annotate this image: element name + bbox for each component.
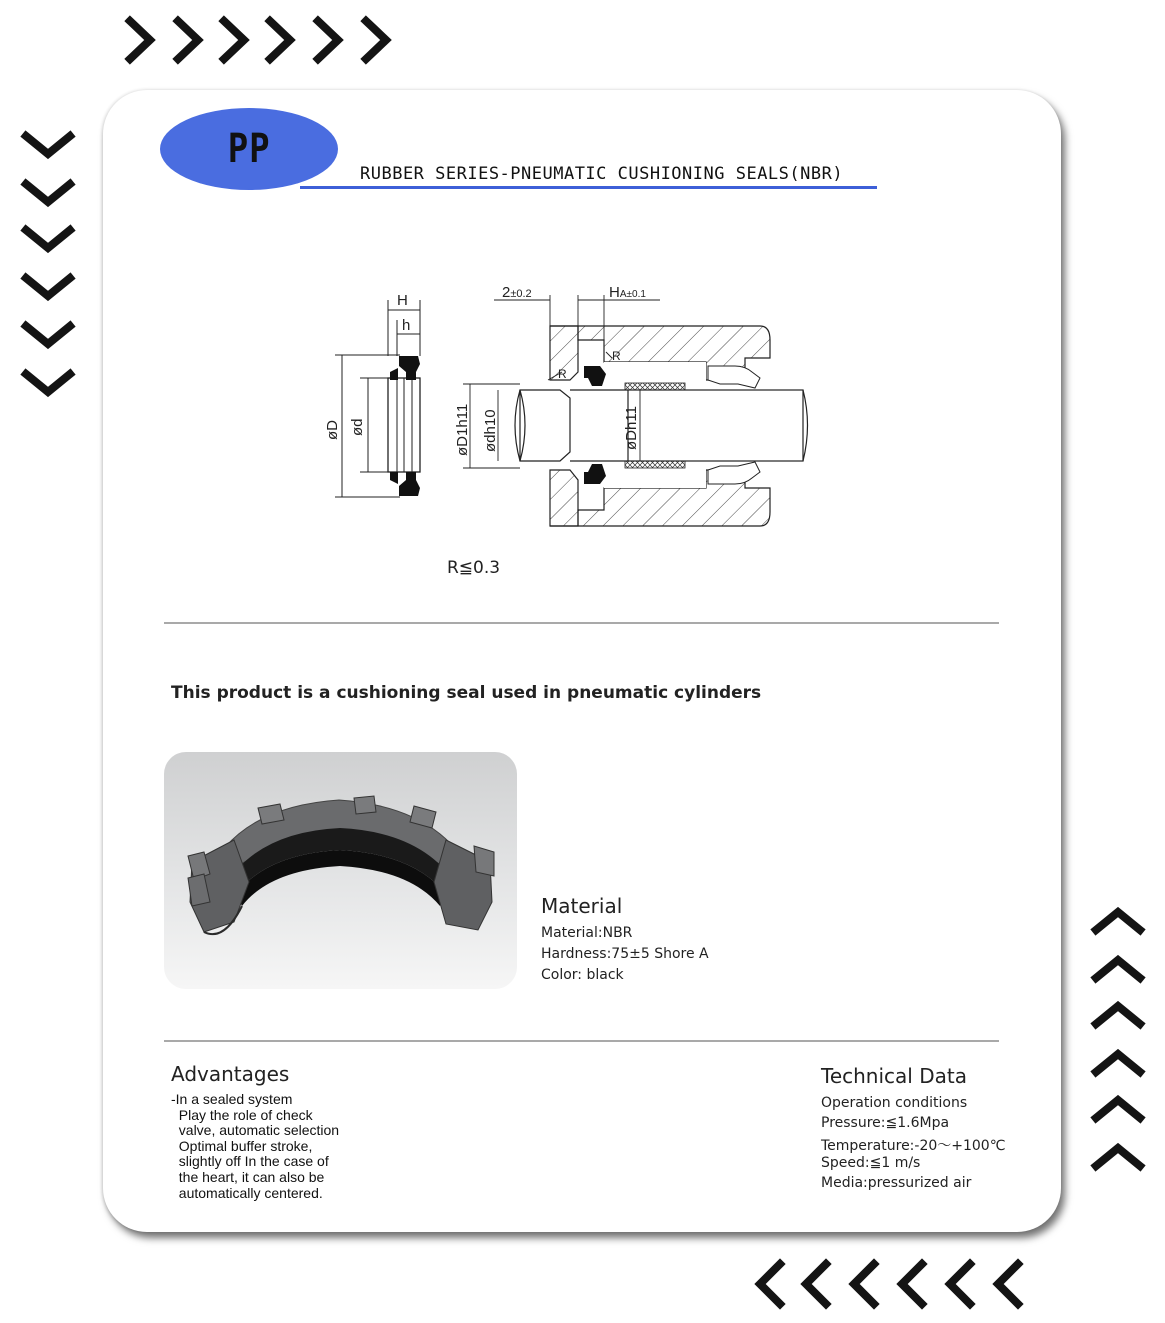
chevron-left-icon: [950, 1264, 970, 1304]
chevron-down-icon: [26, 230, 70, 248]
chevron-left-icon: [854, 1264, 874, 1304]
chevron-left-icon: [902, 1264, 922, 1304]
chevron-down-icon: [26, 136, 70, 154]
divider: [164, 1040, 999, 1042]
radius-note: R≦0.3: [447, 558, 501, 578]
title-underline: [300, 186, 877, 189]
seal-technical-drawing: [300, 270, 820, 544]
advantages-text: -In a sealed system Play the role of check valve, automatic selection Optimal buffer stroke, slightly off In the case of the heart, it can also be automatically centered.: [171, 1091, 340, 1201]
chevron-right-icon: [318, 21, 338, 59]
dim-D-label: øD: [324, 420, 341, 440]
chevron-left-icon: [806, 1264, 826, 1304]
dim-HA-value: HA±0.1: [609, 284, 646, 301]
technical-line: Operation conditions: [821, 1095, 968, 1111]
chevron-up-column: [1090, 904, 1146, 1176]
chevron-up-icon: [1096, 912, 1140, 930]
chevron-right-icon: [366, 21, 386, 59]
chevron-left-icon: [760, 1264, 780, 1304]
divider: [164, 622, 999, 624]
chevron-right-icon: [178, 21, 198, 59]
chevron-right-icon: [224, 21, 244, 59]
dim-h-label: h: [402, 317, 411, 334]
dim-Dh-label: øDh11: [623, 406, 640, 450]
installation-view: [454, 284, 808, 526]
dim-dh-label: ødh10: [482, 409, 499, 452]
technical-line: Media:pressurized air: [821, 1175, 972, 1191]
chevron-down-icon: [26, 374, 70, 392]
chevron-right-icon: [270, 21, 290, 59]
chevron-up-icon: [1096, 1054, 1140, 1072]
chevron-up-icon: [1096, 1148, 1140, 1166]
chevron-down-icon: [26, 184, 70, 202]
chevron-down-icon: [26, 326, 70, 344]
radius-label: R: [612, 349, 621, 363]
chevron-right-icon: [130, 21, 150, 59]
dim-D1-label: øD1h11: [454, 403, 471, 456]
technical-line: Speed:≦1 m/s: [821, 1155, 921, 1171]
chevron-down-column: [20, 130, 76, 406]
material-line: Hardness:75±5 Shore A: [541, 946, 709, 962]
advantages-heading: Advantages: [171, 1062, 290, 1086]
technical-line: Pressure:≦1.6Mpa: [821, 1115, 950, 1131]
content-card: [103, 90, 1061, 1232]
series-code: PP: [227, 126, 271, 172]
chevron-up-icon: [1096, 1006, 1140, 1024]
dim-gap-value: 2±0.2: [502, 284, 532, 301]
chevron-right-row: [124, 15, 396, 65]
material-line: Material:NBR: [541, 925, 633, 941]
chevron-up-icon: [1096, 1100, 1140, 1118]
product-description: This product is a cushioning seal used in pneumatic cylinders: [171, 683, 762, 703]
technical-data-heading: Technical Data: [821, 1064, 967, 1088]
series-badge: [160, 108, 338, 190]
chevron-up-icon: [1096, 960, 1140, 978]
dim-d-label: ød: [349, 418, 366, 436]
page-title: RUBBER SERIES-PNEUMATIC CUSHIONING SEALS(NBR): [360, 164, 844, 184]
chevron-down-icon: [26, 278, 70, 296]
chevron-left-icon: [998, 1264, 1018, 1304]
dim-H-label: H: [397, 292, 408, 309]
material-heading: Material: [541, 894, 623, 918]
material-line: Color: black: [541, 967, 624, 983]
product-image: [164, 752, 517, 989]
chevron-left-row: [752, 1258, 1028, 1310]
technical-line: Temperature:-20～+100℃: [821, 1138, 1006, 1154]
radius-label: R: [558, 367, 567, 381]
